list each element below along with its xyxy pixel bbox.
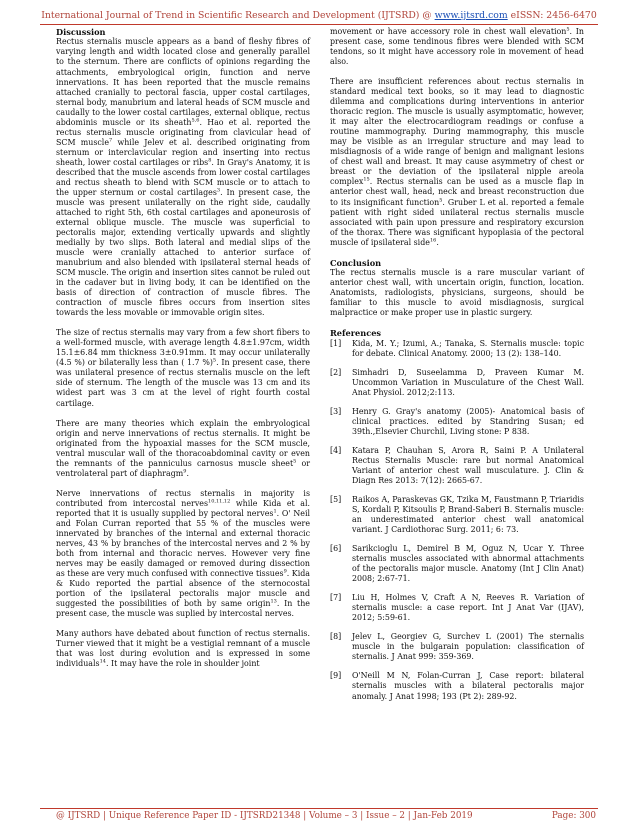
reference-number: [6] xyxy=(330,544,342,554)
citation-superscript: 16 xyxy=(429,237,437,243)
text-run: . In Gray's Anatomy, it is described that the muscle ascends from lower costal cartilages and rectus sheath to blend with SCM muscle or to attach to the upper sternum or costal cartilages xyxy=(56,157,310,197)
text-run: . Gruber L et al. reported a female patient with right sided unilateral rectus sternalis muscle associated with pain upon pressure and respiratory excursion of the thorax. There was significant hypoplasia of the pectoral muscle of ipsilateral side xyxy=(330,197,584,247)
citation-superscript: 9 xyxy=(183,468,187,475)
citation-superscript: 13 xyxy=(270,598,277,605)
reference-text: O'Neill M N, Folan-Curran J, Case report: bilateral sternalis muscles with a bilateral pectoralis major anomaly. J Anat 1998; 193 (Pt 2): 289-92. xyxy=(352,671,584,701)
reference-number: [2] xyxy=(330,367,342,377)
right-column xyxy=(330,27,584,711)
journal-url-link[interactable]: www.ijtsrd.com xyxy=(434,10,508,21)
reference-number: [4] xyxy=(330,445,342,455)
reference-number: [9] xyxy=(330,671,342,681)
reference-text: Raikos A, Paraskevas GK, Tzika M, Faustmann P, Triaridis S, Kordali P, Kitsoulis P, Brand-Saberi B. Sternalis muscle: an underestimated anterior chest wall anatomical variant. J Cardiothorac Surg. 2011; 6: 73. xyxy=(352,495,584,535)
text-run: . Hao et al. reported the rectus sternalis muscle originating from clavicular head of SCM muscle xyxy=(56,117,310,147)
reference-item xyxy=(330,671,584,701)
citation-superscript: 5 xyxy=(439,196,443,203)
text-run: Rectus sternalis muscle appears as a band of fleshy fibres of varying length and width located close and generally parallel to the sternum. There are conflicts of opinions regarding the attachments, embryological origin, function and nerve innervations. It has been reported that the muscle remains attached cranially to pectoral fascia, upper costal cartilages, sternal body, manubrium and lateral heads of SCM muscle and caudally to the lower costal cartilages, external oblique, rectus abdominis muscle or its sheath xyxy=(56,37,310,127)
citation-superscript: 1 xyxy=(273,508,277,515)
citation-superscript: 5 xyxy=(566,26,570,33)
left-paragraph xyxy=(56,37,310,318)
text-run: while Kida et al. reported that it is usually supplied by pectoral nerves xyxy=(56,498,310,518)
text-run: Many authors have debated about function of rectus sternalis. Turner viewed that it might be a vestigial remnant of a muscle that was lost during evolution and is expressed in some individuals xyxy=(56,629,310,669)
left-paragraph xyxy=(56,328,310,408)
running-footer xyxy=(56,811,596,821)
text-run: . xyxy=(186,468,189,478)
reference-number: [1] xyxy=(330,338,342,348)
conclusion-text: The rectus sternalis muscle is a rare muscular variant of anterior chest wall, with uncertain origin, function, location. Anatomists, radiologists, physicians, surgeons, should be familiar to this muscle to avoid misdiagnosis, surgical malpractice or make proper use in plastic surgery. xyxy=(330,268,584,318)
reference-number: [8] xyxy=(330,632,342,642)
citation-superscript: 5 xyxy=(212,357,217,364)
reference-item xyxy=(330,446,584,486)
reference-item xyxy=(330,632,584,662)
citation-superscript: 8 xyxy=(208,157,212,164)
references-heading: References xyxy=(330,328,382,339)
citation-superscript: 14 xyxy=(99,658,106,665)
reference-number: [7] xyxy=(330,593,342,603)
text-run: . In present case, there was unilateral presence of rectus sternalis muscle on the left side of sternum. The length of the muscle was 13 cm and its widest part was 3 cm at the level of right fourth costal cartilage. xyxy=(56,358,311,408)
citation-superscript: 10,11,12 xyxy=(208,498,231,505)
reference-item xyxy=(330,407,584,437)
left-paragraph xyxy=(56,489,310,619)
reference-number: [5] xyxy=(330,495,342,504)
reference-text: Katara P, Chauhan S, Arora R, Saini P. A Unilateral Rectus Sternalis Muscle: rare but normal Anatomical Variant of anterior chest wall musculature. J. Clin & Diagn Res 2013: 7(12): 2665-67. xyxy=(352,445,584,485)
left-column xyxy=(56,27,310,679)
text-run: . In present case, some tendinous fibres were blended with SCM tendons, so it might have accessory role in movement of head also. xyxy=(330,27,584,67)
reference-item xyxy=(330,368,584,398)
citation-superscript: 5,6 xyxy=(191,117,200,124)
issn: eISSN: 2456-6470 xyxy=(507,10,597,21)
footer-citation: @ IJTSRD | Unique Reference Paper ID - IJTSRD21348 | Volume – 3 | Issue – 2 | Jan-Feb 2019 xyxy=(56,811,473,821)
left-paragraph xyxy=(56,419,310,479)
citation-superscript: 3 xyxy=(216,187,221,194)
conclusion-heading: Conclusion xyxy=(330,257,382,268)
header-rule xyxy=(40,24,598,25)
reference-text: Jelev L, Georgiev G, Surchev L (2001) The sternalis muscle in the bulgarain population: classification of sternalis. J Anat 999: 359-369. xyxy=(352,632,584,662)
text-run: while Jelev et al. described originating from sternum or interclavicular region and inserting into rectus sheath, lower costal cartilages or ribs xyxy=(56,137,310,167)
reference-item xyxy=(330,339,584,359)
running-header xyxy=(0,10,638,21)
text-run: . xyxy=(436,237,439,247)
reference-text: Kida, M. Y.; Izumi, A.; Tanaka, S. Sternalis muscle: topic for debate. Clinical Anatomy. 2000; 13 (2): 138–140. xyxy=(352,338,584,358)
text-run: . In the present case, the muscle was suplied by intercostal nerves. xyxy=(56,599,310,619)
reference-list xyxy=(330,339,584,702)
text-run: . Rectus sternalis can be used as a muscle flap in anterior chest wall, head, neck and breast reconstruction due to its insignificant function xyxy=(330,177,584,207)
text-run: . In present case, the muscle was present unilaterally on the right side, caudally attached to right 5th, 6th costal cartilages and aponeurosis of external oblique muscle. The muscle was superficial to pectoralis major, extending vertically upwards and slightly medially by two slips. Both lateral and medial slips of the muscle were cranially attached to anterior surface of manubrium and also blended with ipsilateral sternal heads of SCM muscle. The origin and insertion sites cannot be ruled out in the cadaver but in living body, it can be identified on the basis of direction of contraction of muscle fibres. The contraction of muscle fibres occurs from insertion sites towards the less movable or immovable origin sites. xyxy=(56,187,311,318)
reference-item xyxy=(330,593,584,623)
footer-rule xyxy=(40,808,598,809)
reference-number: [3] xyxy=(330,406,342,416)
reference-text: Liu H, Holmes V, Craft A N, Reeves R. Variation of sternalis muscle: a case report. Int J Anat Var (IJAV), 2012; 5:59-61. xyxy=(352,593,584,623)
discussion-body xyxy=(56,37,310,669)
citation-superscript: 5 xyxy=(293,458,297,465)
reference-text: Sarikcioglu L, Demirel B M, Oguz N, Ucar Y. Three sternalis muscles associated with abnormal attachments of the pectoralis major muscle. Anatomy (Int J Clin Anat) 2008; 2:67-71. xyxy=(352,544,584,584)
reference-text: Simhadri D, Suseelamma D, Praveen Kumar M. Uncommon Variation in Musculature of the Chest Wall. Anat Physiol. 2012;2:113. xyxy=(352,367,584,397)
reference-item xyxy=(330,544,584,584)
right-paragraph xyxy=(330,27,584,67)
citation-superscript: 15 xyxy=(363,176,370,183)
text-run: movement or have accessory role in chest wall elevation xyxy=(330,27,567,36)
text-run: The size of rectus sternalis may vary from a few short fibers to a well-formed muscle, with average length 4.8±1.97cm, width 15.1±6.84 mm thickness 3±0.91mm. It may occur unilaterally (4.5 %) or bilaterally less than ( 1.7 %) xyxy=(56,328,310,368)
citation-superscript: 7 xyxy=(109,137,113,144)
text-run: Nerve innervations of rectus sternalis in majority is contributed from intercostal nerves xyxy=(56,488,310,508)
journal-name: International Journal of Trend in Scientific Research and Development (IJTSRD) @ xyxy=(41,10,435,21)
discussion-heading: Discussion xyxy=(56,27,106,37)
citation-superscript: 9 xyxy=(283,568,287,575)
page-number: Page: 300 xyxy=(551,811,596,821)
discussion-continued xyxy=(330,27,584,248)
text-run: There are many theories which explain the embryological origin and nerve innervations of rectus sternalis. It might be originated from the hypoaxial masses for the SCM muscle, ventral muscular wall of the thoracoabdominal cavity or even the remnants of the panniculus carnosus muscle sheet xyxy=(56,418,310,468)
text-run: . It may have the role in shoulder joint xyxy=(105,659,260,669)
reference-item xyxy=(330,495,584,535)
reference-text: Henry G. Gray's anatomy (2005)- Anatomical basis of clinical practices. edited by Standring Susan; ed 39th.,Elsevier Churchil, Living stone: P 838. xyxy=(352,406,584,436)
text-run: . O' Neil and Folan Curran reported that 55 % of the muscles were innervated by branches of the internal and external thoracic nerves, 43 % by branches of the intercostal nerves and 2 % by both from internal and thoracic nerves. However very fine nerves may be easily damaged or removed during dissection as these are very much confused with connective tissues xyxy=(56,508,310,578)
text-run: or ventrolateral part of diaphragm xyxy=(56,458,310,478)
text-run: There are insufficient references about rectus sternalis in standard medical text books, so it may lead to diagnostic dilemma and complications during interventions in anterior thoracic region. The muscle is usually asymptomatic, however, it may alter the electrocardiogram readings or confuse a routine mammography. During mammography, this muscle may be visible as an irregular structure and may lead to misdiagnosis of a wide range of benign and malignant lesions of chest wall and breast. It may cause asymmetry of chest or breast or the deviation of the ipsilateral nipple areola complex xyxy=(330,77,584,187)
text-run: . Kida & Kudo reported the partial absence of the sternocostal portion of the ipsilateral pectoralis major muscle and suggested the possibilities of both by same origin xyxy=(56,568,310,609)
right-paragraph xyxy=(330,77,584,248)
left-paragraph xyxy=(56,629,310,669)
